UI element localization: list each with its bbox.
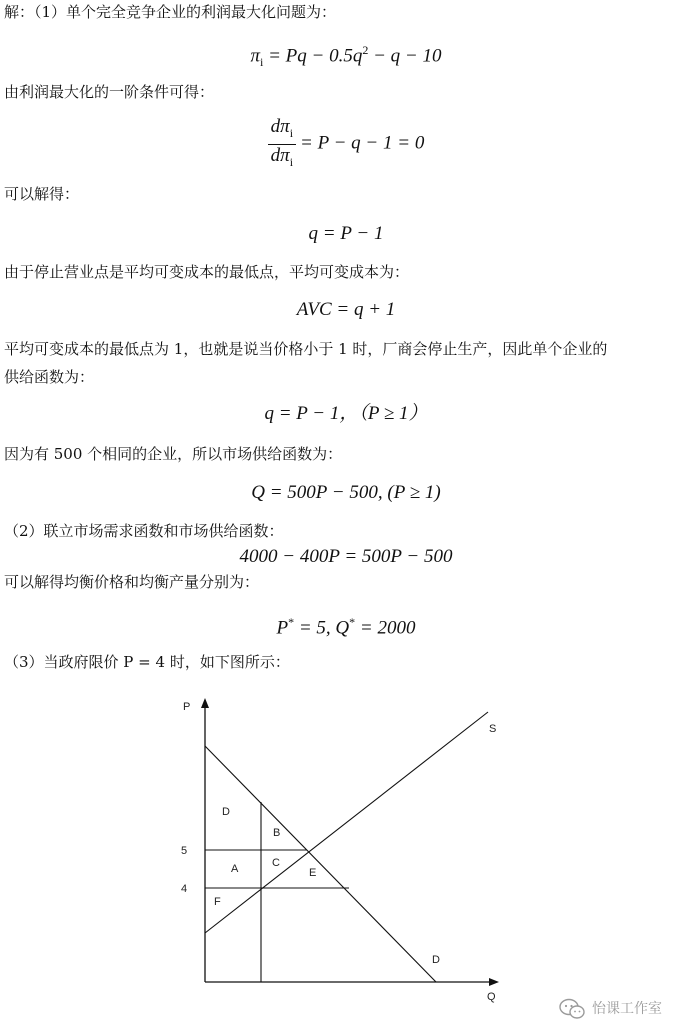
foc-rhs: = P − q − 1 = 0 xyxy=(300,132,425,154)
solution-line-10: （3）当政府限价 P = 4 时，如下图所示： xyxy=(4,653,290,671)
axis-label-q: Q xyxy=(487,991,496,1003)
tick-label-5: 5 xyxy=(181,845,188,857)
p-star-sup: * xyxy=(288,615,295,629)
foc-numerator-sub: i xyxy=(289,125,294,140)
q-solve: q = P − 1 xyxy=(308,223,384,244)
tick-label-4: 4 xyxy=(181,883,188,895)
solution-line-6: 供给函数为： xyxy=(4,368,95,386)
equilibrium-eq: 4000 − 400P = 500P − 500 xyxy=(239,546,453,567)
supply-market: Q = 500P − 500, (P ≥ 1) xyxy=(251,482,441,503)
p-axis-arrow xyxy=(201,698,209,708)
supply-label: S xyxy=(489,723,497,735)
region-label-b: B xyxy=(273,827,281,839)
foc-numerator: dπ xyxy=(270,116,290,137)
region-label-a: A xyxy=(231,863,239,875)
region-label-c: C xyxy=(272,857,280,869)
foc-denominator: dπ xyxy=(270,144,290,166)
supply-curve xyxy=(205,712,488,933)
region-label-d: D xyxy=(222,806,230,818)
demand-curve xyxy=(205,746,436,982)
solution-line-8: （2）联立市场需求函数和市场供给函数： xyxy=(4,522,284,540)
watermark-text: 怡课工作室 xyxy=(592,1000,662,1016)
p-star: P xyxy=(276,617,289,639)
solution-line-5: 平均可变成本的最低点为 1，也就是说当价格小于 1 时，厂商会停止生产，因此单个企业的 xyxy=(4,340,608,358)
region-label-e: E xyxy=(309,867,317,879)
eq-mid: = 5, Q xyxy=(294,617,350,639)
eq-end: = 2000 xyxy=(355,617,416,639)
avc: AVC = q + 1 xyxy=(296,299,396,320)
axis-label-p: P xyxy=(183,701,191,713)
region-label-f: F xyxy=(214,896,221,908)
supply-single: q = P − 1，（P ≥ 1） xyxy=(264,403,428,424)
foc-denominator-sub: i xyxy=(289,154,294,169)
solution-line-7: 因为有 500 个相同的企业，所以市场供给函数为： xyxy=(4,445,343,463)
profit-tail: − q − 10 xyxy=(368,45,442,67)
solution-line-1: 解：（1）单个完全竞争企业的利润最大化问题为： xyxy=(4,3,337,21)
solution-line-3: 可以解得： xyxy=(4,185,80,203)
solution-line-4: 由于停止营业点是平均可变成本的最低点，平均可变成本为： xyxy=(4,263,410,281)
q-star-sup: * xyxy=(349,615,356,629)
demand-label: D xyxy=(432,954,440,966)
superscript-2: 2 xyxy=(362,43,369,57)
wechat-icon xyxy=(560,1000,584,1019)
profit-rhs: = Pq − 0.5q xyxy=(263,45,363,67)
solution-line-9: 可以解得均衡价格和均衡产量分别为： xyxy=(4,573,260,591)
pi-symbol: π xyxy=(250,45,261,67)
solution-line-2: 由利润最大化的一阶条件可得： xyxy=(4,83,215,101)
q-axis-arrow xyxy=(489,978,499,986)
subscript-i: i xyxy=(260,55,264,70)
